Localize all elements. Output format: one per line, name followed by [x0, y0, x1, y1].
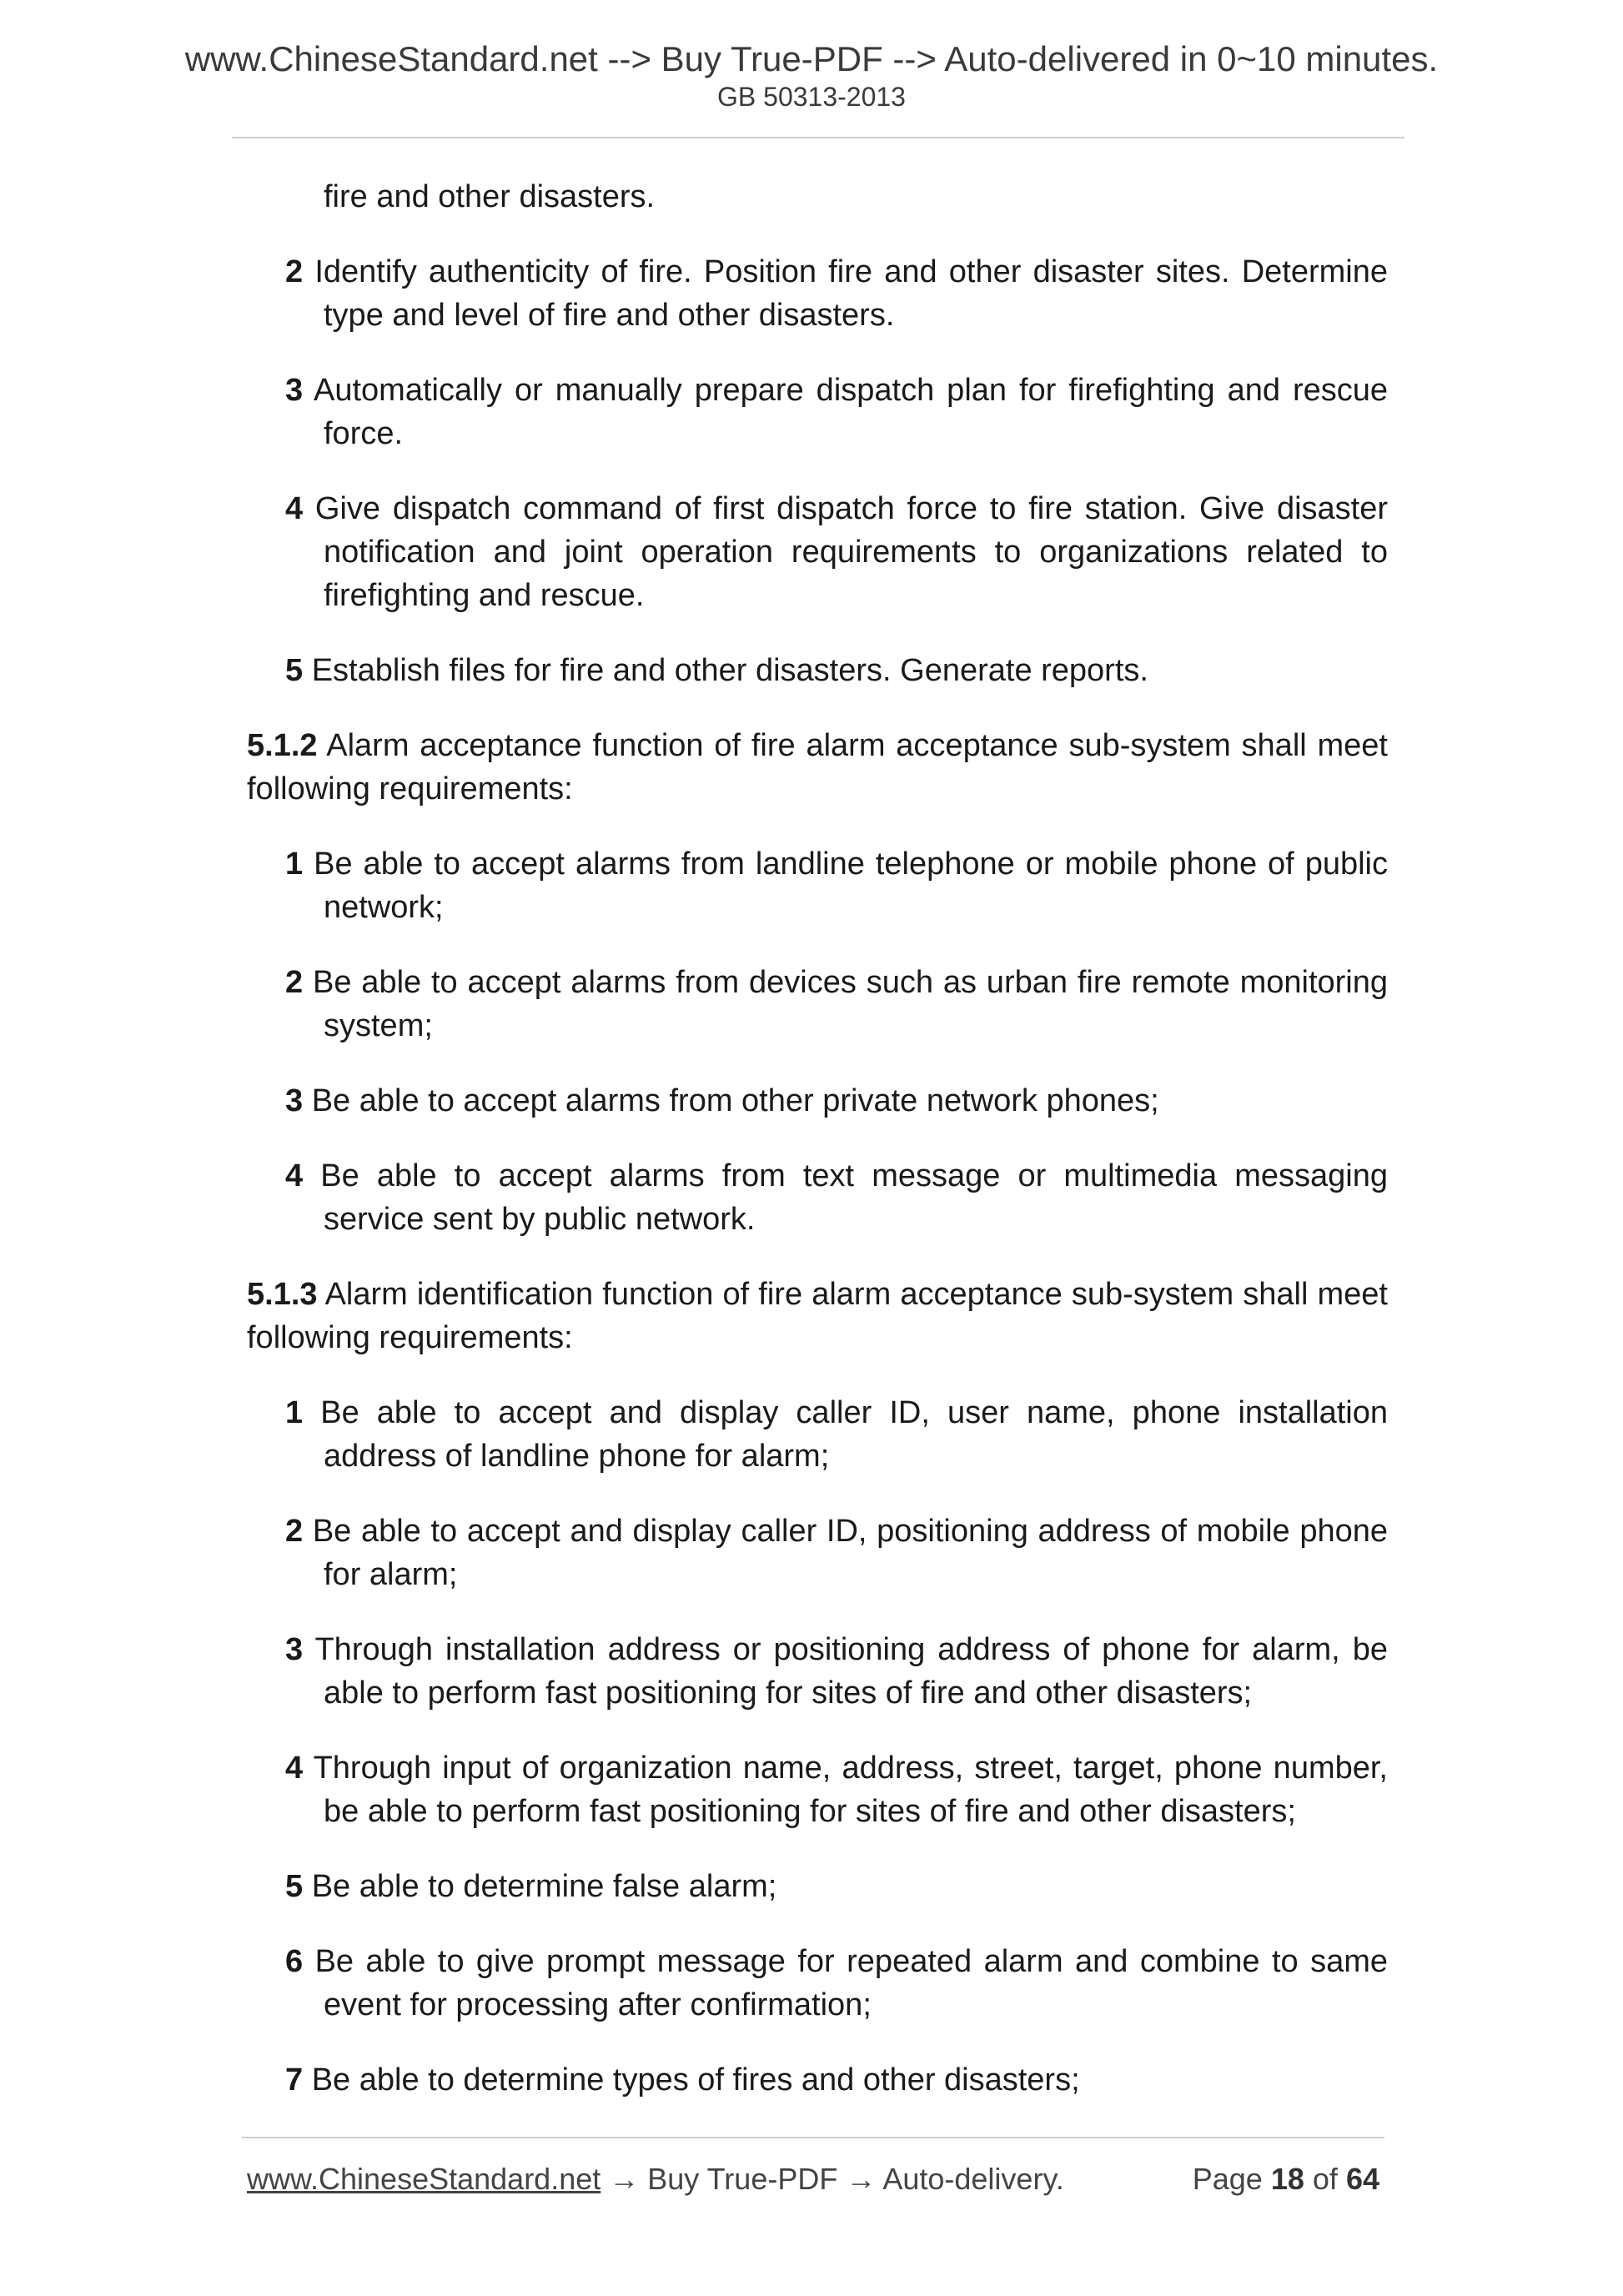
standard-code: GB 50313-2013 — [717, 82, 906, 112]
clause-5-1-3 — [247, 1273, 1388, 1359]
item-text: Be able to accept alarms from devices such as urban fire remote monitoring system; — [312, 965, 1388, 1043]
list-item — [247, 649, 1388, 692]
item-number: 5 — [285, 653, 304, 688]
item-number: 2 — [285, 1514, 304, 1549]
list-item — [247, 1628, 1388, 1715]
item-number: 3 — [285, 373, 304, 408]
clause-text: Alarm identification function of fire alarm acceptance sub-system shall meet following requirements: — [247, 1277, 1388, 1355]
item-text: Be able to give prompt message for repeated alarm and combine to same event for processing after confirmation; — [314, 1944, 1388, 2022]
footer-tail-text: → Buy True-PDF → Auto-delivery. — [609, 2162, 1064, 2196]
footer-site-link[interactable]: www.ChineseStandard.net — [247, 2162, 601, 2196]
item-text: Be able to determine types of fires and other disasters; — [311, 2062, 1080, 2098]
item-text: Through installation address or positioning address of phone for alarm, be able to perform fast positioning for sites of fire and other disasters; — [314, 1632, 1388, 1711]
page-indicator — [1193, 2162, 1379, 2197]
header-divider — [232, 137, 1404, 138]
list-item — [247, 250, 1388, 337]
list-item — [247, 1865, 1388, 1908]
list-item — [247, 1510, 1388, 1596]
list-item — [247, 1746, 1388, 1833]
item-number: 4 — [285, 491, 304, 526]
document-body — [247, 175, 1388, 2133]
item-number: 3 — [285, 1083, 304, 1118]
list-item — [247, 961, 1388, 1048]
total-pages: 64 — [1345, 2162, 1379, 2196]
item-text: Identify authenticity of fire. Position fire and other disaster sites. Determine type and level of fire and other disasters. — [314, 254, 1388, 333]
list-item — [247, 369, 1388, 455]
list-item — [247, 1391, 1388, 1478]
list-item — [247, 842, 1388, 929]
item-number: 1 — [285, 847, 304, 882]
item-text: Establish files for fire and other disasters. Generate reports. — [311, 653, 1148, 688]
item-number: 6 — [285, 1944, 304, 1979]
item-text: Be able to accept alarms from text message or multimedia messaging service sent by public network. — [320, 1158, 1388, 1237]
item-text: Be able to accept alarms from landline telephone or mobile phone of public network; — [314, 847, 1388, 925]
header-banner[interactable]: www.ChineseStandard.net --> Buy True-PDF --> Auto-delivered in 0~10 minutes. — [184, 39, 1439, 78]
item-text: Automatically or manually prepare dispatch plan for firefighting and rescue force. — [314, 373, 1388, 451]
list-item — [247, 487, 1388, 617]
item-number: 4 — [285, 1158, 304, 1193]
item-number: 1 — [285, 1395, 304, 1430]
item-text: Be able to accept alarms from other private network phones; — [311, 1083, 1159, 1118]
item-text: Give dispatch command of first dispatch force to fire station. Give disaster notification and joint operation requirements to organizations related to firefighting and rescue. — [314, 491, 1389, 613]
footer-promo — [247, 2162, 1064, 2197]
item-text: Through input of organization name, address, street, target, phone number, be able to perform fast positioning for sites of fire and other disasters; — [313, 1751, 1388, 1829]
page-label: Page — [1192, 2162, 1263, 2196]
item-text: Be able to accept and display caller ID, user name, phone installation address of landline phone for alarm; — [320, 1395, 1388, 1474]
item-text: Be able to accept and display caller ID, positioning address of mobile phone for alarm; — [312, 1514, 1388, 1592]
clause-5-1-2 — [247, 724, 1388, 811]
list-item — [247, 2058, 1388, 2102]
of-label: of — [1312, 2162, 1338, 2196]
item-number: 5 — [285, 1869, 304, 1904]
clause-number: 5.1.3 — [247, 1277, 318, 1312]
item-number: 2 — [285, 254, 304, 289]
item-number: 2 — [285, 965, 304, 1000]
list-item — [247, 1154, 1388, 1241]
item-number: 3 — [285, 1632, 304, 1667]
clause-text: Alarm acceptance function of fire alarm acceptance sub-system shall meet following requirements: — [247, 728, 1388, 806]
item-text: Be able to determine false alarm; — [311, 1869, 777, 1904]
item-number: 4 — [285, 1751, 304, 1786]
item-number: 7 — [285, 2062, 304, 2098]
footer-divider — [242, 2137, 1384, 2138]
continuation-text: fire and other disasters. — [324, 179, 656, 214]
list-item — [247, 1079, 1388, 1123]
list-item — [247, 1940, 1388, 2027]
clause-number: 5.1.2 — [247, 728, 318, 763]
page-number: 18 — [1270, 2162, 1304, 2196]
